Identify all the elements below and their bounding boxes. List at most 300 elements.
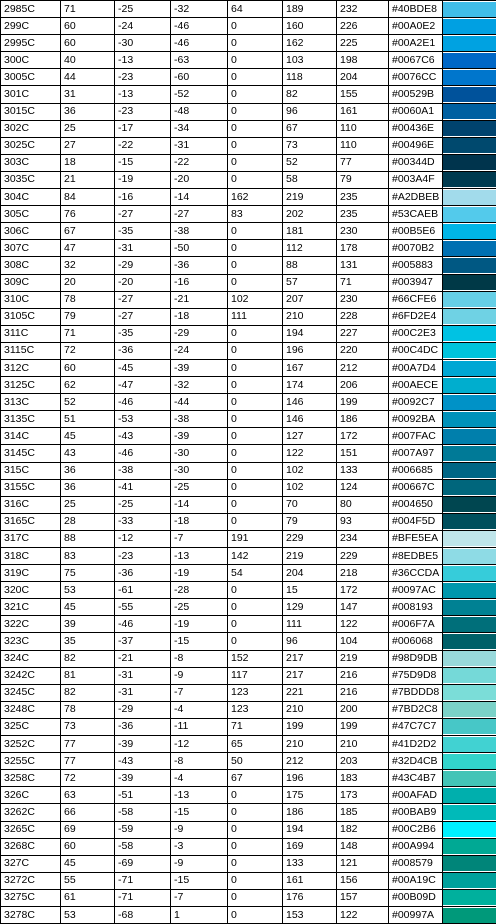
rgb-g-cell: 70 bbox=[283, 496, 337, 513]
hex-code-cell: #00C4DC bbox=[389, 342, 443, 359]
color-swatch bbox=[443, 702, 496, 717]
color-name-cell: 3155C bbox=[1, 479, 61, 496]
lab-b-cell: -38 bbox=[171, 223, 228, 240]
color-name-cell: 2985C bbox=[1, 1, 61, 18]
rgb-r-cell: 123 bbox=[228, 684, 283, 701]
rgb-b-cell: 212 bbox=[337, 359, 389, 376]
hex-code-cell: #0092BA bbox=[389, 411, 443, 428]
table-row bbox=[1, 599, 496, 616]
rgb-r-cell: 111 bbox=[228, 308, 283, 325]
color-name-cell: 3265C bbox=[1, 821, 61, 838]
rgb-g-cell: 207 bbox=[283, 291, 337, 308]
lab-b-cell: -18 bbox=[171, 513, 228, 530]
hex-code-cell: #0060A1 bbox=[389, 103, 443, 120]
table-row bbox=[1, 394, 496, 411]
table-row bbox=[1, 804, 496, 821]
rgb-r-cell: 0 bbox=[228, 599, 283, 616]
table-row bbox=[1, 137, 496, 154]
color-name-cell: 319C bbox=[1, 565, 61, 582]
color-swatch bbox=[443, 839, 496, 854]
lab-b-cell: -7 bbox=[171, 684, 228, 701]
hex-code-cell: #00A0E2 bbox=[389, 18, 443, 35]
lab-a-cell: -51 bbox=[115, 787, 171, 804]
hex-code-cell: #00529B bbox=[389, 86, 443, 103]
rgb-b-cell: 122 bbox=[337, 906, 389, 923]
rgb-b-cell: 235 bbox=[337, 206, 389, 223]
rgb-g-cell: 212 bbox=[283, 753, 337, 770]
lab-b-cell: -11 bbox=[171, 718, 228, 735]
lab-l-cell: 18 bbox=[61, 154, 115, 171]
color-swatch bbox=[443, 873, 496, 888]
color-swatch bbox=[443, 326, 496, 341]
rgb-r-cell: 64 bbox=[228, 1, 283, 18]
lab-b-cell: -13 bbox=[171, 787, 228, 804]
color-name-cell: 3135C bbox=[1, 411, 61, 428]
color-name-cell: 3272C bbox=[1, 872, 61, 889]
rgb-b-cell: 104 bbox=[337, 633, 389, 650]
color-name-cell: 3105C bbox=[1, 308, 61, 325]
lab-l-cell: 36 bbox=[61, 479, 115, 496]
rgb-b-cell: 185 bbox=[337, 804, 389, 821]
table-row bbox=[1, 240, 496, 257]
color-swatch-cell bbox=[443, 872, 496, 889]
rgb-g-cell: 196 bbox=[283, 770, 337, 787]
table-row bbox=[1, 565, 496, 582]
color-swatch-cell bbox=[443, 445, 496, 462]
rgb-r-cell: 102 bbox=[228, 291, 283, 308]
lab-b-cell: -60 bbox=[171, 69, 228, 86]
rgb-r-cell: 117 bbox=[228, 667, 283, 684]
color-name-cell: 312C bbox=[1, 359, 61, 376]
rgb-g-cell: 129 bbox=[283, 599, 337, 616]
lab-a-cell: -12 bbox=[115, 530, 171, 547]
lab-l-cell: 62 bbox=[61, 377, 115, 394]
lab-a-cell: -23 bbox=[115, 548, 171, 565]
rgb-g-cell: 217 bbox=[283, 650, 337, 667]
table-row bbox=[1, 906, 496, 923]
rgb-g-cell: 161 bbox=[283, 872, 337, 889]
color-name-cell: 300C bbox=[1, 52, 61, 69]
lab-b-cell: -8 bbox=[171, 753, 228, 770]
color-swatch bbox=[443, 856, 496, 871]
color-name-cell: 305C bbox=[1, 206, 61, 223]
lab-b-cell: -8 bbox=[171, 650, 228, 667]
table-row bbox=[1, 548, 496, 565]
color-swatch-cell bbox=[443, 342, 496, 359]
table-row bbox=[1, 462, 496, 479]
rgb-b-cell: 225 bbox=[337, 35, 389, 52]
lab-l-cell: 39 bbox=[61, 616, 115, 633]
lab-a-cell: -38 bbox=[115, 462, 171, 479]
color-swatch bbox=[443, 463, 496, 478]
table-row bbox=[1, 411, 496, 428]
rgb-r-cell: 142 bbox=[228, 548, 283, 565]
rgb-b-cell: 156 bbox=[337, 872, 389, 889]
color-swatch-cell bbox=[443, 206, 496, 223]
rgb-g-cell: 210 bbox=[283, 308, 337, 325]
rgb-b-cell: 227 bbox=[337, 325, 389, 342]
color-swatch-cell bbox=[443, 753, 496, 770]
lab-a-cell: -25 bbox=[115, 1, 171, 18]
rgb-g-cell: 127 bbox=[283, 428, 337, 445]
lab-a-cell: -71 bbox=[115, 872, 171, 889]
color-name-cell: 3015C bbox=[1, 103, 61, 120]
color-name-cell: 3115C bbox=[1, 342, 61, 359]
hex-code-cell: #00A19C bbox=[389, 872, 443, 889]
lab-a-cell: -43 bbox=[115, 428, 171, 445]
hex-code-cell: #00B09D bbox=[389, 889, 443, 906]
lab-a-cell: -27 bbox=[115, 206, 171, 223]
color-swatch bbox=[443, 890, 496, 905]
lab-l-cell: 73 bbox=[61, 718, 115, 735]
table-row bbox=[1, 838, 496, 855]
rgb-b-cell: 230 bbox=[337, 223, 389, 240]
color-swatch bbox=[443, 737, 496, 752]
rgb-r-cell: 123 bbox=[228, 701, 283, 718]
lab-b-cell: -27 bbox=[171, 206, 228, 223]
color-name-cell: 311C bbox=[1, 325, 61, 342]
rgb-r-cell: 67 bbox=[228, 770, 283, 787]
rgb-r-cell: 65 bbox=[228, 736, 283, 753]
hex-code-cell: #0092C7 bbox=[389, 394, 443, 411]
table-row bbox=[1, 154, 496, 171]
color-swatch-cell bbox=[443, 582, 496, 599]
rgb-r-cell: 0 bbox=[228, 359, 283, 376]
table-row bbox=[1, 479, 496, 496]
rgb-g-cell: 194 bbox=[283, 821, 337, 838]
lab-l-cell: 53 bbox=[61, 582, 115, 599]
hex-code-cell: #0070B2 bbox=[389, 240, 443, 257]
color-swatch-cell bbox=[443, 565, 496, 582]
hex-code-cell: #00667C bbox=[389, 479, 443, 496]
rgb-r-cell: 0 bbox=[228, 274, 283, 291]
rgb-g-cell: 210 bbox=[283, 736, 337, 753]
lab-l-cell: 72 bbox=[61, 770, 115, 787]
rgb-g-cell: 82 bbox=[283, 86, 337, 103]
lab-b-cell: -14 bbox=[171, 496, 228, 513]
color-name-cell: 316C bbox=[1, 496, 61, 513]
rgb-g-cell: 219 bbox=[283, 548, 337, 565]
color-name-cell: 3252C bbox=[1, 736, 61, 753]
hex-code-cell: #00436E bbox=[389, 120, 443, 137]
lab-l-cell: 21 bbox=[61, 171, 115, 188]
lab-l-cell: 25 bbox=[61, 120, 115, 137]
table-row bbox=[1, 616, 496, 633]
lab-a-cell: -36 bbox=[115, 565, 171, 582]
color-swatch-cell bbox=[443, 821, 496, 838]
rgb-g-cell: 167 bbox=[283, 359, 337, 376]
color-swatch bbox=[443, 480, 496, 495]
hex-code-cell: #00C2E3 bbox=[389, 325, 443, 342]
rgb-b-cell: 216 bbox=[337, 684, 389, 701]
rgb-b-cell: 204 bbox=[337, 69, 389, 86]
color-swatch-cell bbox=[443, 513, 496, 530]
rgb-b-cell: 228 bbox=[337, 308, 389, 325]
rgb-b-cell: 131 bbox=[337, 257, 389, 274]
lab-b-cell: -22 bbox=[171, 154, 228, 171]
rgb-g-cell: 186 bbox=[283, 804, 337, 821]
hex-code-cell: #41D2D2 bbox=[389, 736, 443, 753]
table-row bbox=[1, 86, 496, 103]
lab-a-cell: -36 bbox=[115, 342, 171, 359]
hex-code-cell: #006068 bbox=[389, 633, 443, 650]
table-row bbox=[1, 650, 496, 667]
rgb-g-cell: 162 bbox=[283, 35, 337, 52]
color-swatch bbox=[443, 617, 496, 632]
rgb-g-cell: 122 bbox=[283, 445, 337, 462]
rgb-b-cell: 226 bbox=[337, 18, 389, 35]
hex-code-cell: #003A4F bbox=[389, 171, 443, 188]
lab-l-cell: 82 bbox=[61, 684, 115, 701]
rgb-g-cell: 175 bbox=[283, 787, 337, 804]
hex-code-cell: #007A97 bbox=[389, 445, 443, 462]
rgb-r-cell: 0 bbox=[228, 223, 283, 240]
color-swatch-cell bbox=[443, 154, 496, 171]
color-swatch-cell bbox=[443, 428, 496, 445]
lab-a-cell: -37 bbox=[115, 633, 171, 650]
table-row bbox=[1, 342, 496, 359]
rgb-g-cell: 96 bbox=[283, 103, 337, 120]
hex-code-cell: #00A7D4 bbox=[389, 359, 443, 376]
rgb-g-cell: 221 bbox=[283, 684, 337, 701]
lab-l-cell: 53 bbox=[61, 906, 115, 923]
color-swatch bbox=[443, 361, 496, 376]
rgb-b-cell: 93 bbox=[337, 513, 389, 530]
rgb-g-cell: 57 bbox=[283, 274, 337, 291]
rgb-b-cell: 182 bbox=[337, 821, 389, 838]
lab-b-cell: -48 bbox=[171, 103, 228, 120]
hex-code-cell: #008579 bbox=[389, 855, 443, 872]
lab-a-cell: -39 bbox=[115, 736, 171, 753]
rgb-g-cell: 79 bbox=[283, 513, 337, 530]
color-swatch-cell bbox=[443, 496, 496, 513]
color-swatch bbox=[443, 395, 496, 410]
hex-code-cell: #003947 bbox=[389, 274, 443, 291]
table-row bbox=[1, 821, 496, 838]
lab-l-cell: 77 bbox=[61, 736, 115, 753]
color-swatch-cell bbox=[443, 633, 496, 650]
color-name-cell: 310C bbox=[1, 291, 61, 308]
lab-b-cell: -32 bbox=[171, 1, 228, 18]
lab-l-cell: 71 bbox=[61, 1, 115, 18]
color-name-cell: 3268C bbox=[1, 838, 61, 855]
hex-code-cell: #00C2B6 bbox=[389, 821, 443, 838]
rgb-r-cell: 0 bbox=[228, 257, 283, 274]
color-swatch-cell bbox=[443, 69, 496, 86]
color-swatch-cell bbox=[443, 291, 496, 308]
rgb-g-cell: 217 bbox=[283, 667, 337, 684]
hex-code-cell: #7BDDD8 bbox=[389, 684, 443, 701]
color-swatch-cell bbox=[443, 770, 496, 787]
color-name-cell: 323C bbox=[1, 633, 61, 650]
color-swatch-cell bbox=[443, 394, 496, 411]
rgb-b-cell: 110 bbox=[337, 120, 389, 137]
lab-a-cell: -45 bbox=[115, 359, 171, 376]
rgb-r-cell: 0 bbox=[228, 394, 283, 411]
rgb-g-cell: 210 bbox=[283, 701, 337, 718]
table-row bbox=[1, 377, 496, 394]
hex-code-cell: #7BD2C8 bbox=[389, 701, 443, 718]
lab-a-cell: -31 bbox=[115, 667, 171, 684]
color-name-cell: 3242C bbox=[1, 667, 61, 684]
color-swatch-cell bbox=[443, 86, 496, 103]
color-swatch-cell bbox=[443, 855, 496, 872]
rgb-g-cell: 67 bbox=[283, 120, 337, 137]
rgb-b-cell: 183 bbox=[337, 770, 389, 787]
rgb-r-cell: 0 bbox=[228, 496, 283, 513]
rgb-r-cell: 0 bbox=[228, 616, 283, 633]
color-name-cell: 3165C bbox=[1, 513, 61, 530]
color-swatch bbox=[443, 412, 496, 427]
lab-l-cell: 84 bbox=[61, 189, 115, 206]
lab-a-cell: -46 bbox=[115, 616, 171, 633]
lab-l-cell: 45 bbox=[61, 855, 115, 872]
rgb-g-cell: 73 bbox=[283, 137, 337, 154]
color-swatch-cell bbox=[443, 52, 496, 69]
rgb-b-cell: 199 bbox=[337, 718, 389, 735]
table-row bbox=[1, 530, 496, 547]
lab-l-cell: 79 bbox=[61, 308, 115, 325]
rgb-b-cell: 147 bbox=[337, 599, 389, 616]
lab-l-cell: 36 bbox=[61, 103, 115, 120]
lab-b-cell: -15 bbox=[171, 872, 228, 889]
rgb-b-cell: 77 bbox=[337, 154, 389, 171]
rgb-r-cell: 0 bbox=[228, 445, 283, 462]
lab-a-cell: -17 bbox=[115, 120, 171, 137]
hex-code-cell: #BFE5EA bbox=[389, 530, 443, 547]
hex-code-cell: #00BAB9 bbox=[389, 804, 443, 821]
color-name-cell: 3255C bbox=[1, 753, 61, 770]
color-swatch bbox=[443, 822, 496, 837]
color-name-cell: 318C bbox=[1, 548, 61, 565]
hex-code-cell: #006F7A bbox=[389, 616, 443, 633]
lab-a-cell: -55 bbox=[115, 599, 171, 616]
lab-l-cell: 71 bbox=[61, 325, 115, 342]
color-swatch bbox=[443, 651, 496, 666]
lab-b-cell: -9 bbox=[171, 667, 228, 684]
color-swatch-cell bbox=[443, 684, 496, 701]
color-name-cell: 307C bbox=[1, 240, 61, 257]
rgb-g-cell: 196 bbox=[283, 342, 337, 359]
table-row bbox=[1, 325, 496, 342]
lab-a-cell: -25 bbox=[115, 496, 171, 513]
rgb-b-cell: 210 bbox=[337, 736, 389, 753]
color-swatch-cell bbox=[443, 1, 496, 18]
rgb-b-cell: 218 bbox=[337, 565, 389, 582]
rgb-g-cell: 153 bbox=[283, 906, 337, 923]
rgb-b-cell: 178 bbox=[337, 240, 389, 257]
lab-b-cell: -3 bbox=[171, 838, 228, 855]
lab-l-cell: 44 bbox=[61, 69, 115, 86]
rgb-r-cell: 0 bbox=[228, 838, 283, 855]
lab-a-cell: -41 bbox=[115, 479, 171, 496]
color-swatch bbox=[443, 172, 496, 187]
rgb-g-cell: 194 bbox=[283, 325, 337, 342]
rgb-b-cell: 110 bbox=[337, 137, 389, 154]
lab-a-cell: -27 bbox=[115, 291, 171, 308]
rgb-r-cell: 0 bbox=[228, 240, 283, 257]
color-name-cell: 3005C bbox=[1, 69, 61, 86]
rgb-r-cell: 0 bbox=[228, 633, 283, 650]
lab-a-cell: -71 bbox=[115, 889, 171, 906]
color-name-cell: 309C bbox=[1, 274, 61, 291]
lab-l-cell: 31 bbox=[61, 86, 115, 103]
lab-b-cell: -16 bbox=[171, 274, 228, 291]
lab-a-cell: -69 bbox=[115, 855, 171, 872]
color-swatch bbox=[443, 719, 496, 734]
rgb-r-cell: 191 bbox=[228, 530, 283, 547]
rgb-g-cell: 146 bbox=[283, 411, 337, 428]
lab-b-cell: -20 bbox=[171, 171, 228, 188]
hex-code-cell: #004F5D bbox=[389, 513, 443, 530]
color-swatch bbox=[443, 805, 496, 820]
lab-l-cell: 25 bbox=[61, 496, 115, 513]
color-swatch-cell bbox=[443, 906, 496, 923]
color-name-cell: 315C bbox=[1, 462, 61, 479]
rgb-b-cell: 172 bbox=[337, 582, 389, 599]
lab-b-cell: -15 bbox=[171, 804, 228, 821]
color-swatch-cell bbox=[443, 377, 496, 394]
lab-l-cell: 82 bbox=[61, 650, 115, 667]
lab-a-cell: -61 bbox=[115, 582, 171, 599]
table-row bbox=[1, 223, 496, 240]
lab-l-cell: 78 bbox=[61, 701, 115, 718]
color-name-cell: 326C bbox=[1, 787, 61, 804]
table-row bbox=[1, 359, 496, 376]
color-swatch bbox=[443, 668, 496, 683]
table-row bbox=[1, 171, 496, 188]
color-name-cell: 3278C bbox=[1, 906, 61, 923]
color-swatch bbox=[443, 771, 496, 786]
rgb-r-cell: 0 bbox=[228, 137, 283, 154]
lab-b-cell: -9 bbox=[171, 821, 228, 838]
lab-a-cell: -20 bbox=[115, 274, 171, 291]
lab-a-cell: -16 bbox=[115, 189, 171, 206]
lab-a-cell: -23 bbox=[115, 69, 171, 86]
color-name-cell: 3275C bbox=[1, 889, 61, 906]
lab-l-cell: 43 bbox=[61, 445, 115, 462]
color-swatch bbox=[443, 241, 496, 256]
rgb-g-cell: 160 bbox=[283, 18, 337, 35]
rgb-g-cell: 202 bbox=[283, 206, 337, 223]
rgb-r-cell: 54 bbox=[228, 565, 283, 582]
hex-code-cell: #98D9DB bbox=[389, 650, 443, 667]
color-swatch bbox=[443, 549, 496, 564]
rgb-g-cell: 229 bbox=[283, 530, 337, 547]
lab-a-cell: -46 bbox=[115, 394, 171, 411]
lab-b-cell: -39 bbox=[171, 428, 228, 445]
hex-code-cell: #75D9D8 bbox=[389, 667, 443, 684]
color-swatch bbox=[443, 429, 496, 444]
hex-code-cell: #004650 bbox=[389, 496, 443, 513]
color-swatch-cell bbox=[443, 787, 496, 804]
rgb-r-cell: 0 bbox=[228, 428, 283, 445]
color-swatch bbox=[443, 138, 496, 153]
color-swatch bbox=[443, 685, 496, 700]
color-swatch-cell bbox=[443, 650, 496, 667]
table-row bbox=[1, 770, 496, 787]
color-swatch-cell bbox=[443, 889, 496, 906]
lab-b-cell: -7 bbox=[171, 530, 228, 547]
lab-b-cell: -34 bbox=[171, 120, 228, 137]
rgb-r-cell: 0 bbox=[228, 120, 283, 137]
color-swatch bbox=[443, 104, 496, 119]
lab-l-cell: 60 bbox=[61, 359, 115, 376]
color-swatch-cell bbox=[443, 137, 496, 154]
lab-l-cell: 40 bbox=[61, 52, 115, 69]
table-row bbox=[1, 206, 496, 223]
color-swatch bbox=[443, 583, 496, 598]
